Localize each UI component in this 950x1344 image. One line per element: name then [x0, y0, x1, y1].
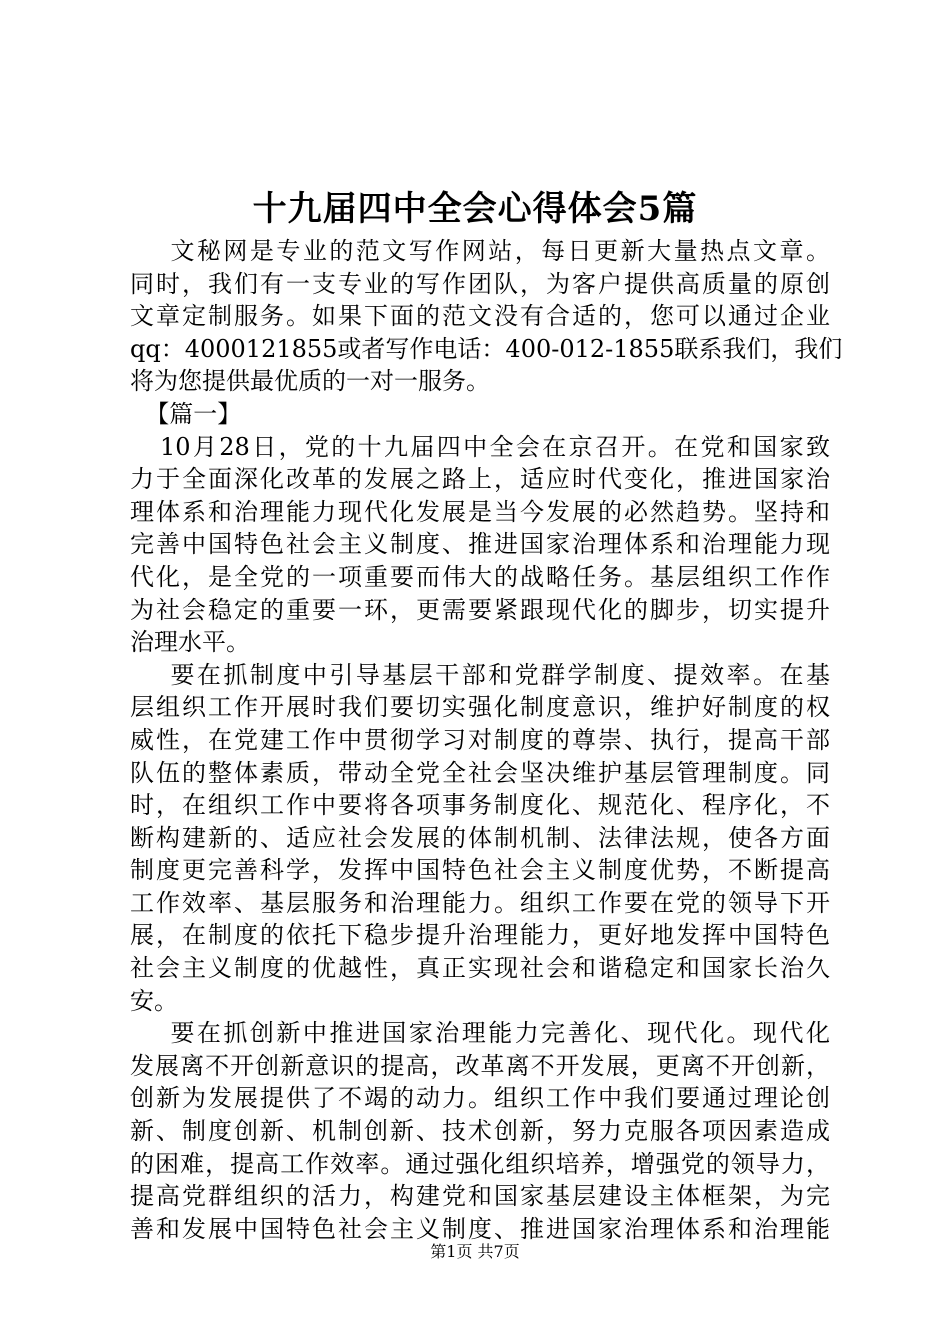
body-line: 力于全面深化改革的发展之路上，适应时代变化，推进国家治 — [130, 465, 830, 494]
body-line: 时，在组织工作中要将各项事务制度化、规范化、程序化，不 — [130, 791, 830, 820]
body-line: 展，在制度的依托下稳步提升治理能力，更好地发挥中国特色 — [130, 921, 830, 950]
body-line: 文章定制服务。如果下面的范文没有合适的，您可以通过企业 — [130, 302, 830, 331]
body-line: 制度更完善科学，发挥中国特色社会主义制度优势，不断提高 — [130, 856, 830, 885]
body-line: 同时，我们有一支专业的写作团队，为客户提供高质量的原创 — [130, 269, 830, 298]
body-line: 提高党群组织的活力，构建党和国家基层建设主体框架，为完 — [130, 1182, 830, 1211]
body-line: 要在抓制度中引导基层干部和党群学制度、提效率。在基 — [130, 660, 830, 689]
body-line: 要在抓创新中推进国家治理能力完善化、现代化。现代化 — [130, 1019, 830, 1048]
body-line: 断构建新的、适应社会发展的体制机制、法律法规，使各方面 — [130, 823, 830, 852]
body-line: 层组织工作开展时我们要切实强化制度意识，维护好制度的权 — [130, 693, 830, 722]
body-line: 治理水平。 — [130, 628, 250, 657]
document-body — [130, 235, 843, 1245]
body-line: 安。 — [130, 986, 178, 1015]
body-line: qq：4000121855或者写作电话：400-012-1855联系我们，我们 — [130, 334, 843, 363]
body-line: 创新为发展提供了不竭的动力。组织工作中我们要通过理论创 — [130, 1084, 830, 1113]
body-line: 【篇一】 — [130, 399, 242, 428]
body-line: 理体系和治理能力现代化发展是当今发展的必然趋势。坚持和 — [130, 497, 830, 526]
page-footer: 第1页 共7页 — [430, 1242, 520, 1261]
body-line: 新、制度创新、机制创新、技术创新，努力克服各项因素造成 — [130, 1117, 830, 1146]
body-line: 威性，在党建工作中贯彻学习对制度的尊崇、执行，提高干部 — [130, 725, 830, 754]
body-line: 10月28日，党的十九届四中全会在京召开。在党和国家致 — [130, 432, 830, 461]
body-line: 发展离不开创新意识的提高，改革离不开发展，更离不开创新， — [130, 1051, 830, 1080]
body-line: 队伍的整体素质，带动全党全社会坚决维护基层管理制度。同 — [130, 758, 830, 787]
body-line: 代化，是全党的一项重要而伟大的战略任务。基层组织工作作 — [130, 562, 830, 591]
body-line: 将为您提供最优质的一对一服务。 — [130, 367, 490, 396]
body-line: 社会主义制度的优越性，真正实现社会和谐稳定和国家长治久 — [130, 954, 830, 983]
document-title: 十九届四中全会心得体会5篇 — [252, 189, 698, 229]
body-line: 文秘网是专业的范文写作网站，每日更新大量热点文章。 — [130, 237, 830, 265]
body-line: 为社会稳定的重要一环，更需要紧跟现代化的脚步，切实提升 — [130, 595, 830, 624]
body-line: 善和发展中国特色社会主义制度、推进国家治理体系和治理能 — [130, 1214, 830, 1243]
body-line: 的困难，提高工作效率。通过强化组织培养，增强党的领导力， — [130, 1149, 830, 1178]
body-line: 工作效率、基层服务和治理能力。组织工作要在党的领导下开 — [130, 888, 830, 917]
body-line: 完善中国特色社会主义制度、推进国家治理体系和治理能力现 — [130, 530, 830, 559]
